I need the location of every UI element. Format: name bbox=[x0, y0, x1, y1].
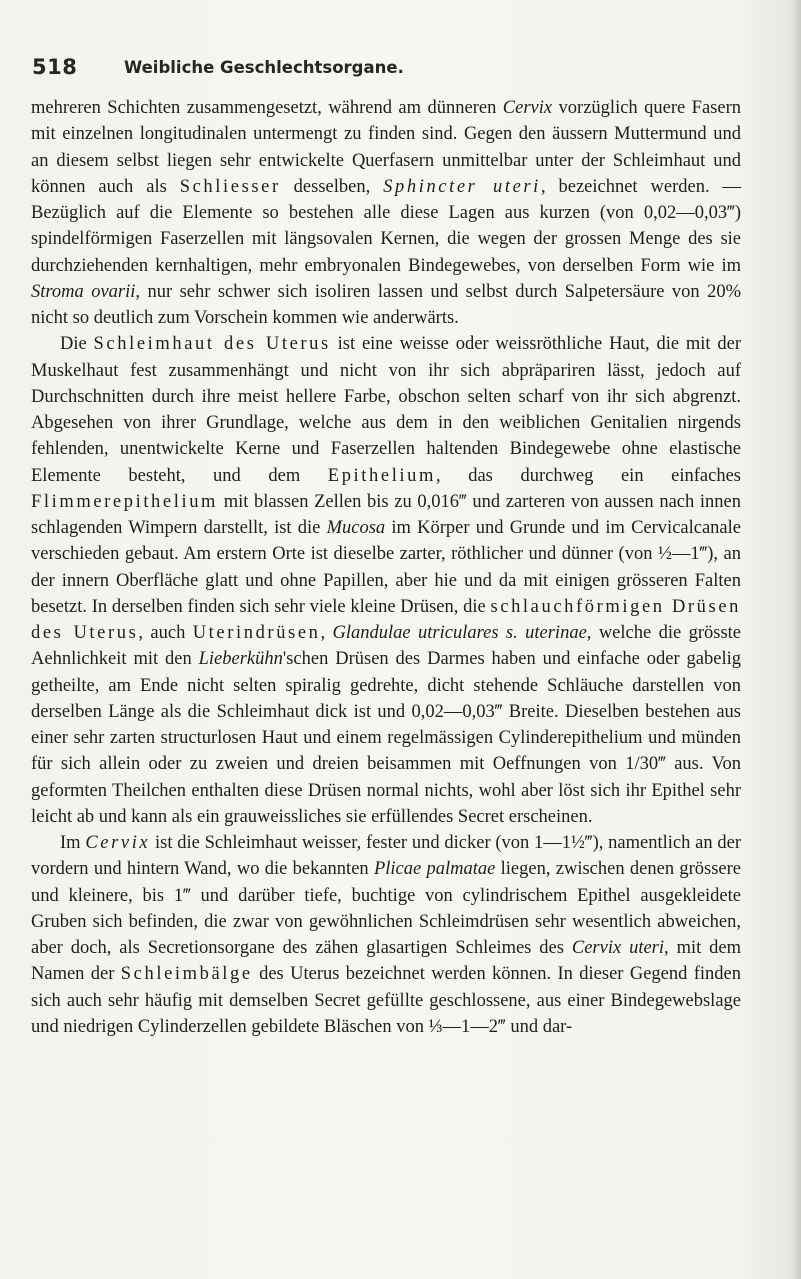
text-segment: Im bbox=[60, 833, 86, 853]
text-segment: , bezeichnet werden. — Bezüglich auf die Elemente so bestehen alle diese Lagen aus kurzen (von 0,02—0,03‴) spindelförmigen Faserzellen mit längsovalen Kernen, die wegen der grossen Menge des sie durchziehenden kernhaltigen, mehr embryonalen Bindegewebes, von derselben Form wie im bbox=[31, 176, 742, 276]
text-segment: , welche die grösste Aehnlichkeit mit den bbox=[31, 623, 741, 670]
text-segment: , mit dem Namen der bbox=[31, 938, 741, 985]
page-number: 518 bbox=[32, 55, 78, 79]
term-epithelium: Epithelium bbox=[327, 465, 437, 486]
text-segment: , nur sehr schwer sich isoliren lassen und selbst durch Salpetersäure von 20% nicht so deutlich zum Vorschein kommen wie anderwärts. bbox=[31, 281, 741, 328]
body-text bbox=[31, 95, 741, 1040]
text-segment: 'schen Drüsen des Darmes haben und einfache oder gabelig getheilte, am Ende nicht selten spiralig gedrehte, dicht stehende Schläuche darstellen von derselben Länge als die Schleimhaut dick ist und 0,02—0,03‴ Breite. Dieselben bestehen aus einer sehr zarten structurlosen Haut und einem regelmässigen Cylinderepithelium und münden für sich allein oder zu zweien und dreien beisammen mit Oeffnungen von 1/30‴ aus. Von geformten Theilchen enthalten diese Drüsen normal nichts, wohl aber löst sich ihr Epithel sehr leicht ab und kann als ein grauweissliches sie erfüllendes Secret erscheinen. bbox=[31, 649, 741, 827]
paragraph-mucosa bbox=[31, 331, 741, 830]
term-stroma-ovarii: Stroma ovarii bbox=[31, 281, 136, 302]
text-segment: mehreren Schichten zusammengesetzt, während am dünneren bbox=[31, 98, 503, 118]
text-segment: , bbox=[320, 623, 333, 643]
term-schliesser: Schliesser bbox=[179, 176, 281, 197]
term-mucosa: Mucosa bbox=[326, 518, 386, 538]
text-segment: vorzüglich quere Fasern mit einzelnen longitudinalen untermengt zu finden sind. Gegen den äussern Muttermund und an diesem selbst liegen sehr entwickelte Querfasern unmittelbar unter der Schleimhaut und können auch als bbox=[31, 98, 741, 197]
term-glandulae-utriculares: Glandulae utriculares s. uterinae bbox=[332, 623, 587, 643]
text-segment: mit blassen Zellen bis zu 0,016‴ und zarteren von aussen nach innen schlagenden Wimpern darstellt, ist die bbox=[31, 491, 741, 538]
running-title: Weibliche Geschlechtsorgane. bbox=[124, 58, 404, 77]
text-segment: des Uterus bezeichnet werden können. In dieser Gegend finden sich auch sehr häufig mit demselben Secret gefüllte geschlossene, aus einer Bindegewebslage und niedrigen Cylinderzellen gebildete Bläschen von ⅓—1—2‴ und dar- bbox=[31, 964, 742, 1037]
text-segment: desselben, bbox=[280, 176, 384, 197]
term-cervix: Cervix bbox=[502, 98, 553, 118]
paragraph-cervix bbox=[31, 830, 741, 1040]
page-header bbox=[32, 55, 732, 85]
term-schlauchfoermige-druesen: schlauchförmigen Drüsen des Uterus bbox=[31, 596, 741, 643]
term-cervix-spaced: Cervix bbox=[85, 833, 151, 853]
text-segment: im Körper und Grunde und im Cervicalcanale verschieden gebaut. Am erstern Orte ist dieselbe zarter, röthlicher und dünner (von ½—1‴), an der innern Oberfläche glatt und ohne Papillen, aber hie und da mit einigen grösseren Falten besetzt. In derselben finden sich sehr viele kleine Drüsen, die bbox=[31, 518, 741, 617]
term-plicae-palmatae: Plicae palmatae bbox=[373, 859, 496, 880]
text-segment: liegen, zwischen denen grössere und kleinere, bis 1‴ und darüber tiefe, buchtige von cylindrischem Epithel ausgekleidete Gruben sich befinden, die zwar von gewöhnlichen Schleimdrüsen sehr wesentlich abweichen, aber doch, als Secretionsorgane des zähen glasartigen Schleimes des bbox=[31, 859, 742, 958]
text-segment: ist eine weisse oder weissröthliche Haut, die mit der Muskelhaut fest zusammenhängt und nicht von ihr sich abpräpariren lässt, jedoch auf Durchschnitten durch ihre meist hellere Farbe, obschon selten scharf von ihr sich abgrenzt. Abgesehen von ihrer Grundlage, welche aus dem in den weiblichen Genitalien nirgends fehlenden, unentwickelte Kerne und Faserzellen haltenden Bindegewebe ohne elastische Elemente besteht, und dem bbox=[31, 334, 741, 486]
text-segment: , auch bbox=[138, 623, 193, 643]
term-sphincter-uteri: Sphincter uteri bbox=[383, 176, 541, 197]
term-flimmerepithelium: Flimmerepithelium bbox=[31, 491, 219, 512]
term-schleimbaelge: Schleimbälge bbox=[120, 964, 253, 985]
page-edge-shadow bbox=[791, 0, 801, 1279]
text-segment: ist die Schleimhaut weisser, fester und dicker (von 1—1½‴), namentlich an der vordern und hintern Wand, wo die bekannten bbox=[31, 833, 741, 880]
text-segment: , das durchweg ein einfaches bbox=[436, 465, 741, 486]
term-cervix-uteri: Cervix uteri bbox=[571, 938, 665, 958]
text-segment: Die bbox=[60, 334, 94, 355]
paragraph-muscle-layers bbox=[31, 95, 741, 331]
term-schleimhaut-des-uterus: Schleimhaut des Uterus bbox=[93, 334, 331, 355]
term-lieberkuehn: Lieberkühn bbox=[198, 649, 283, 670]
term-uterindruesen: Uterindrüsen bbox=[192, 623, 321, 643]
